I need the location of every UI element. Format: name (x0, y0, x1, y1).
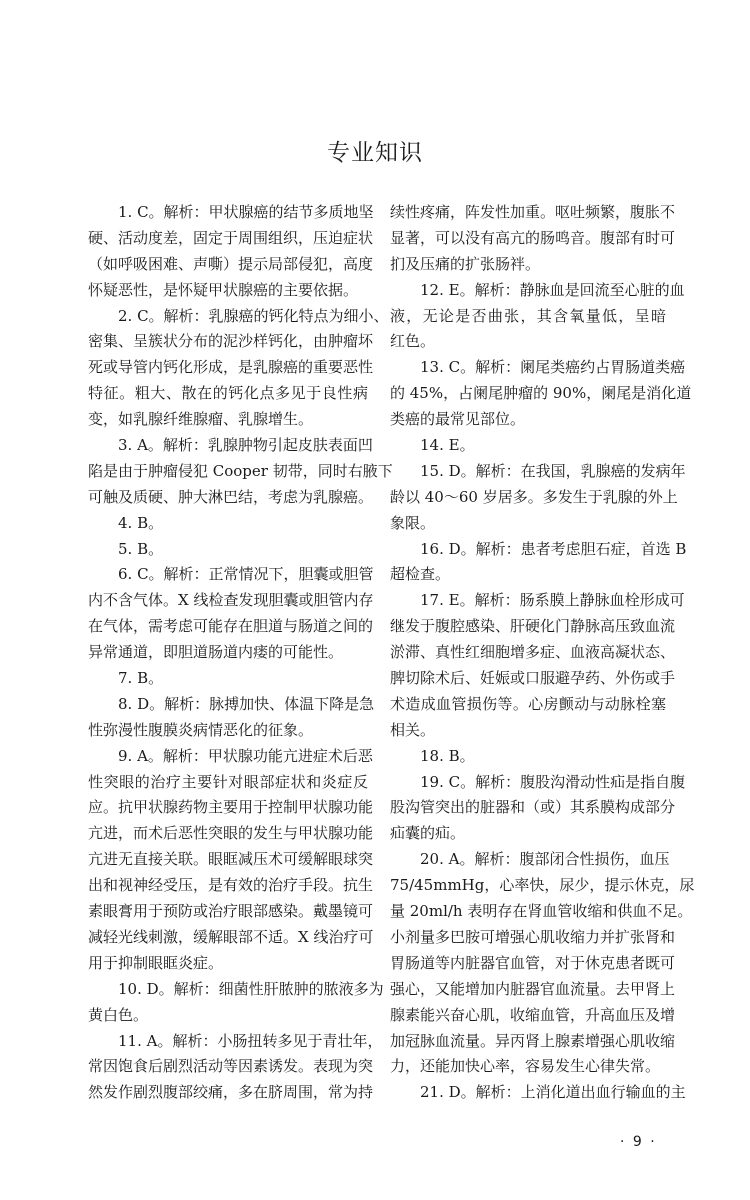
text-line: 7. B。 (118, 669, 164, 688)
text-line: 红色。 (390, 332, 436, 351)
text-line: 16. D。解析：患者考虑胆石症，首选 B (420, 539, 687, 558)
text-line: 腺素能兴奋心肌，收缩血管，升高血压及增 (390, 1005, 676, 1024)
left-column (88, 200, 393, 1106)
text-line: 脾切除术后、妊娠或口服避孕药、外伤或手 (390, 669, 676, 688)
text-line: 异常通道，即胆道肠道内瘘的可能性。 (88, 643, 344, 662)
text-line: 胃肠道等内脏器官血管，对于休克患者既可 (390, 953, 676, 972)
text-line: 6. C。解析：正常情况下，胆囊或胆管 (118, 565, 374, 584)
text-line: 陷是由于肿瘤侵犯 Cooper 韧带，同时右腋下 (88, 461, 393, 480)
text-line: 怀疑恶性，是怀疑甲状腺癌的主要依据。 (88, 280, 359, 299)
text-line: 性弥漫性腹膜炎病情恶化的征象。 (88, 720, 314, 739)
text-line: 4. B。 (118, 513, 164, 532)
text-line: 力，还能加快心率，容易发生心律失常。 (390, 1057, 661, 1076)
text-line: 淤滞、真性红细胞增多症、血液高凝状态、 (390, 643, 676, 662)
text-line: 特征。粗大、散在的钙化点多见于良性病 (88, 384, 368, 403)
text-line: 13. C。解析：阑尾类癌约占胃肠道类癌 (420, 358, 686, 377)
text-line: 液，无论是否曲张，其含氧量低，呈暗 (390, 306, 666, 325)
text-line: 变，如乳腺纤维腺瘤、乳腺增生。 (88, 410, 314, 429)
text-line: （如呼吸困难、声嘶）提示局部侵犯，高度 (88, 254, 374, 273)
text-line: 的 45%，占阑尾肿瘤的 90%，阑尾是消化道 (390, 384, 692, 403)
text-line: 然发作剧烈腹部绞痛，多在脐周围，常为持 (88, 1083, 374, 1102)
text-line: 术造成血管损伤等。心房颤动与动脉栓塞 (390, 694, 666, 713)
text-line: 10. D。解析：细菌性肝脓肿的脓液多为 (118, 979, 384, 998)
text-line: 15. D。解析：在我国，乳腺癌的发病年 (420, 461, 686, 480)
text-line: 疝囊的疝。 (390, 824, 466, 843)
text-line: 超检查。 (390, 565, 451, 584)
text-line: 亢进无直接关联。眼眶减压术可缓解眼球突 (88, 850, 374, 869)
page-number: · 9 · (620, 1134, 657, 1150)
text-line: 小剂量多巴胺可增强心肌收缩力并扩张肾和 (390, 927, 676, 946)
text-line: 象限。 (390, 513, 436, 532)
text-line: 在气体，需考虑可能存在胆道与肠道之间的 (88, 617, 374, 636)
text-line: 素眼膏用于预防或治疗眼部感染。戴墨镜可 (88, 902, 374, 921)
text-line: 黄白色。 (88, 1005, 149, 1024)
text-line: 18. B。 (420, 746, 475, 765)
text-line: 用于抑制眼眶炎症。 (88, 953, 224, 972)
text-line: 17. E。解析：肠系膜上静脉血栓形成可 (420, 591, 685, 610)
text-line: 20. A。解析：腹部闭合性损伤，血压 (420, 850, 670, 869)
text-line: 5. B。 (118, 539, 164, 558)
text-line: 类癌的最常见部位。 (390, 410, 526, 429)
text-line: 3. A。解析：乳腺肿物引起皮肤表面凹 (118, 436, 373, 455)
text-line: 续性疼痛，阵发性加重。呕吐频繁，腹胀不 (390, 203, 676, 221)
text-line: 1. C。解析：甲状腺癌的结节多质地坚 (118, 203, 374, 221)
text-line: 加冠脉血流量。异丙肾上腺素增强心肌收缩 (390, 1031, 676, 1050)
text-line: 可触及质硬、肿大淋巴结，考虑为乳腺癌。 (88, 487, 374, 506)
text-line: 8. D。解析：脉搏加快、体温下降是急 (118, 694, 375, 713)
text-line: 相关。 (390, 720, 436, 739)
text-line: 强心，又能增加内脏器官血流量。去甲肾上 (390, 979, 676, 998)
text-line: 扪及压痛的扩张肠袢。 (390, 254, 541, 273)
text-line: 19. C。解析：腹股沟滑动性疝是指自腹 (420, 772, 686, 791)
text-line: 减轻光线刺激，缓解眼部不适。X 线治疗可 (88, 927, 374, 946)
text-line: 内不含气体。X 线检查发现胆囊或胆管内存 (88, 591, 374, 610)
text-line: 出和视神经受压，是有效的治疗手段。抗生 (88, 876, 374, 895)
text-line: 12. E。解析：静脉血是回流至心脏的血 (420, 280, 685, 299)
text-line: 死或导管内钙化形成，是乳腺癌的重要恶性 (88, 358, 374, 377)
text-line: 硬、活动度差，固定于周围组织，压迫症状 (88, 228, 374, 247)
text-line: 常因饱食后剧烈活动等因素诱发。表现为突 (88, 1057, 374, 1076)
text-line: 量 20ml/h 表明存在肾血管收缩和供血不足。 (390, 902, 693, 921)
page-title: 专业知识 (327, 140, 423, 166)
text-line: 股沟管突出的脏器和（或）其系膜构成部分 (390, 798, 676, 817)
text-line: 75/45mmHg，心率快，尿少，提示休克，尿 (390, 876, 695, 895)
text-line: 14. E。 (420, 436, 475, 455)
text-line: 9. A。解析：甲状腺功能亢进症术后恶 (118, 746, 373, 765)
text-line: 继发于腹腔感染、肝硬化门静脉高压致血流 (390, 617, 676, 636)
text-line: 2. C。解析：乳腺癌的钙化特点为细小、 (118, 306, 389, 325)
text-line: 龄以 40～60 岁居多。多发生于乳腺的外上 (390, 487, 678, 506)
text-line: 21. D。解析：上消化道出血行输血的主 (420, 1083, 686, 1102)
text-line: 显著，可以没有高亢的肠鸣音。腹部有时可 (390, 228, 676, 247)
text-line: 应。抗甲状腺药物主要用于控制甲状腺功能 (88, 798, 374, 817)
text-line: 11. A。解析：小肠扭转多见于青壮年， (118, 1031, 383, 1050)
text-line: 密集、呈簇状分布的泥沙样钙化，由肿瘤坏 (88, 332, 374, 351)
right-column (390, 200, 695, 1106)
text-line: 亢进，而术后恶性突眼的发生与甲状腺功能 (88, 824, 374, 843)
text-line: 性突眼的治疗主要针对眼部症状和炎症反 (88, 772, 368, 791)
